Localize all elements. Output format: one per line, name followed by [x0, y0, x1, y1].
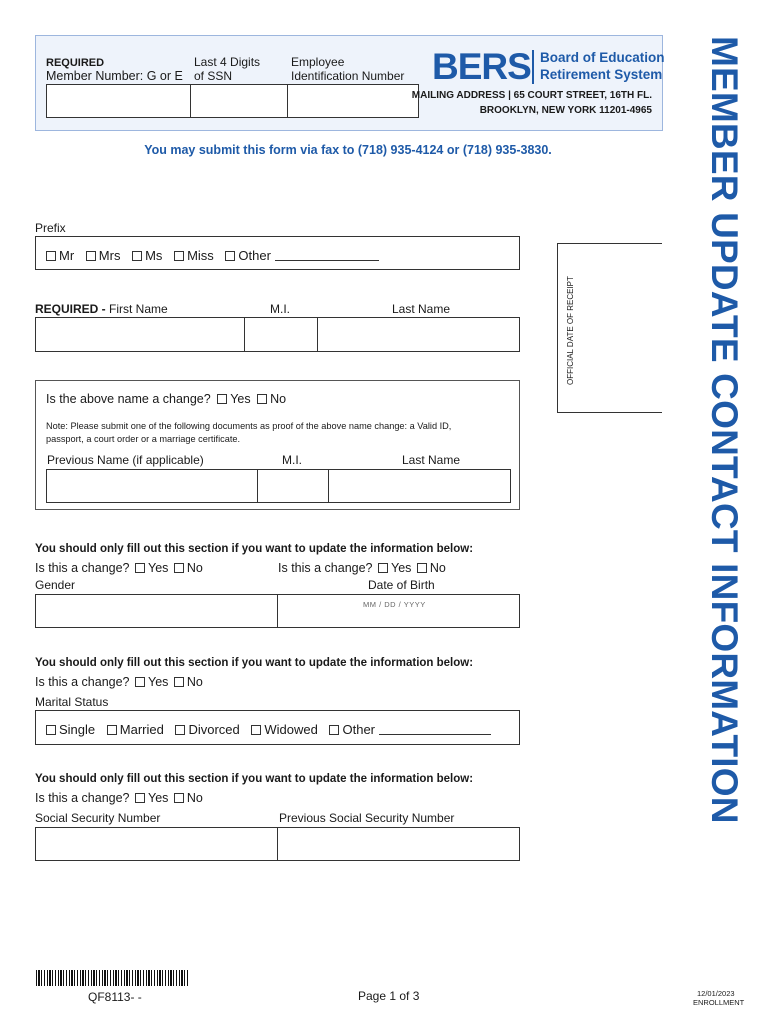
bers-logo: BERS — [432, 46, 531, 87]
option-label: Divorced — [188, 722, 240, 737]
gender-label: Gender — [35, 578, 76, 592]
question-text: Is this a change? — [35, 791, 130, 805]
checkbox[interactable] — [86, 251, 96, 261]
previous-ssn-field[interactable] — [277, 827, 520, 861]
member-number-label: Member Number: G or E — [46, 69, 183, 83]
marital-options — [46, 722, 499, 737]
name-change-note-line2: passport, a court order or a marriage certificate. — [46, 434, 241, 444]
no-checkbox[interactable] — [174, 793, 184, 803]
question-text: Is the above name a change? — [46, 392, 211, 406]
no-checkbox[interactable] — [257, 394, 267, 404]
checkbox[interactable] — [251, 725, 261, 735]
footer-type: ENROLLMENT — [693, 998, 745, 1007]
checkbox[interactable] — [329, 725, 339, 735]
prefix-mr[interactable] — [46, 248, 74, 263]
previous-mi-field[interactable] — [257, 469, 329, 503]
option-label: Other — [238, 248, 271, 263]
prefix-mrs[interactable] — [86, 248, 121, 263]
previous-name-field[interactable] — [46, 469, 258, 503]
previous-last-name-label: Last Name — [402, 453, 461, 467]
required-label: REQUIRED — [46, 57, 105, 69]
first-name-label — [35, 302, 168, 316]
ssn-last4-field[interactable] — [190, 84, 288, 118]
last-name-field[interactable] — [317, 317, 520, 352]
gender-field[interactable] — [35, 594, 278, 628]
yes-checkbox[interactable] — [217, 394, 227, 404]
previous-mi-label: M.I. — [282, 453, 302, 467]
gender-section-heading: You should only fill out this section if you want to update the information below: — [35, 543, 474, 555]
previous-ssn-label: Previous Social Security Number — [279, 811, 455, 825]
marital-married[interactable] — [107, 722, 164, 737]
checkbox[interactable] — [107, 725, 117, 735]
checkbox[interactable] — [46, 251, 56, 261]
prefix-options — [46, 248, 387, 263]
no-label: No — [186, 675, 203, 689]
yes-checkbox[interactable] — [135, 793, 145, 803]
checkbox[interactable] — [132, 251, 142, 261]
marital-status-label: Marital Status — [35, 695, 109, 709]
checkbox[interactable] — [175, 725, 185, 735]
prefix-miss[interactable] — [174, 248, 214, 263]
yes-label: Yes — [148, 791, 169, 805]
footer-date: 12/01/2023 — [697, 989, 735, 998]
barcode — [36, 970, 188, 986]
checkbox[interactable] — [46, 725, 56, 735]
no-checkbox[interactable] — [174, 677, 184, 687]
prefix-other[interactable] — [225, 248, 378, 263]
name-change-question — [46, 392, 286, 406]
page-number: Page 1 of 3 — [358, 989, 420, 1003]
ssn-change-question — [35, 791, 203, 805]
no-label: No — [429, 561, 446, 575]
dob-change-question — [278, 561, 446, 575]
yes-checkbox[interactable] — [135, 563, 145, 573]
question-text: Is this a change? — [35, 561, 130, 575]
option-label: Ms — [145, 248, 163, 263]
marital-change-question — [35, 675, 203, 689]
org-name-line1: Board of Education — [540, 50, 665, 65]
last-name-label: Last Name — [392, 302, 451, 316]
name-change-note-line1: Note: Please submit one of the following documents as proof of the above name change: a Valid ID, — [46, 421, 452, 431]
other-fill-line[interactable] — [379, 724, 491, 735]
member-number-field[interactable] — [46, 84, 191, 118]
mi-label: M.I. — [270, 302, 290, 316]
employee-id-field[interactable] — [287, 84, 419, 118]
option-label: Miss — [187, 248, 214, 263]
prefix-ms[interactable] — [132, 248, 162, 263]
yes-checkbox[interactable] — [378, 563, 388, 573]
marital-divorced[interactable] — [175, 722, 239, 737]
previous-name-label: Previous Name (if applicable) — [47, 453, 204, 467]
question-text: Is this a change? — [35, 675, 130, 689]
logo-divider — [532, 50, 534, 84]
question-text: Is this a change? — [278, 561, 373, 575]
employee-label-line2: Identification Number — [291, 69, 405, 83]
previous-last-name-field[interactable] — [328, 469, 511, 503]
yes-checkbox[interactable] — [135, 677, 145, 687]
first-name-field[interactable] — [35, 317, 245, 352]
employee-label-line1: Employee — [291, 55, 345, 69]
marital-section-heading: You should only fill out this section if you want to update the information below: — [35, 657, 474, 669]
ssn-label-line2: of SSN — [194, 69, 233, 83]
no-checkbox[interactable] — [174, 563, 184, 573]
option-label: Widowed — [264, 722, 318, 737]
marital-other[interactable] — [329, 722, 490, 737]
ssn-field[interactable] — [35, 827, 278, 861]
option-label: Other — [342, 722, 375, 737]
checkbox[interactable] — [174, 251, 184, 261]
option-label: Married — [119, 722, 164, 737]
mailing-address-line2: BROOKLYN, NEW YORK 11201-4965 — [479, 105, 652, 116]
yes-label: Yes — [148, 675, 169, 689]
other-fill-line[interactable] — [275, 250, 379, 261]
yes-label: Yes — [148, 561, 169, 575]
ssn-label: Social Security Number — [35, 811, 161, 825]
dob-placeholder: MM / DD / YYYY — [363, 600, 426, 609]
option-label: Mrs — [98, 248, 121, 263]
no-label: No — [186, 561, 203, 575]
required-prefix: REQUIRED - — [35, 302, 110, 316]
no-label: No — [186, 791, 203, 805]
receipt-label: OFFICIAL DATE OF RECEIPT — [566, 276, 575, 385]
fax-notice: You may submit this form via fax to (718) 935-4124 or (718) 935-3830. — [144, 143, 552, 157]
no-checkbox[interactable] — [417, 563, 427, 573]
checkbox[interactable] — [225, 251, 235, 261]
mi-field[interactable] — [244, 317, 318, 352]
yes-label: Yes — [230, 392, 251, 406]
prefix-label: Prefix — [35, 221, 66, 235]
gender-change-question — [35, 561, 203, 575]
dob-label: Date of Birth — [368, 578, 435, 592]
marital-widowed[interactable] — [251, 722, 317, 737]
ssn-section-heading: You should only fill out this section if you want to update the information below: — [35, 773, 474, 785]
no-label: No — [270, 392, 287, 406]
org-name-line2: Retirement System — [540, 67, 663, 82]
ssn-label-line1: Last 4 Digits — [194, 55, 261, 69]
side-title: MEMBER UPDATE CONTACT INFORMATION — [704, 36, 745, 824]
first-name-text: First Name — [109, 302, 168, 316]
option-label: Mr — [59, 248, 75, 263]
option-label: Single — [59, 722, 96, 737]
form-code: QF8113- - — [88, 990, 142, 1004]
marital-single[interactable] — [46, 722, 95, 737]
mailing-address-line1: MAILING ADDRESS | 65 COURT STREET, 16TH FL. — [411, 90, 652, 101]
yes-label: Yes — [391, 561, 412, 575]
